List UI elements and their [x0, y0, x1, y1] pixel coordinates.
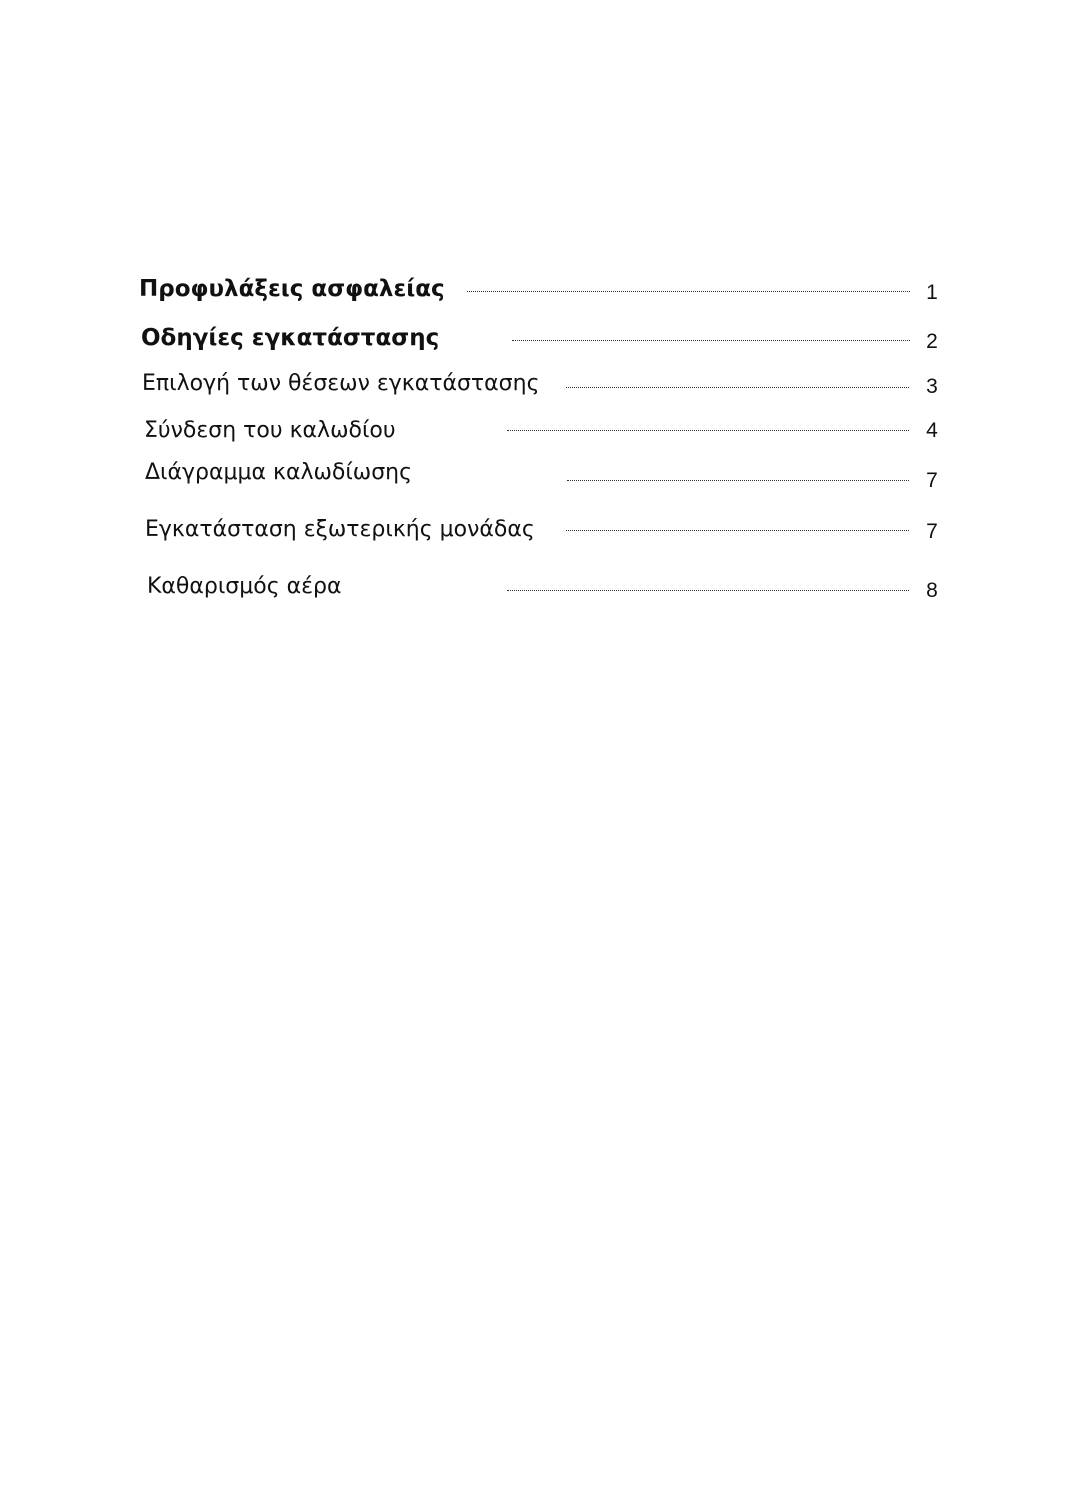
toc-entry-title: Επιλογή των θέσεων εγκατάστασης	[142, 371, 540, 396]
toc-leader	[507, 430, 909, 431]
toc-entry-page: 7	[926, 520, 938, 543]
toc-entry-air-cleaning	[0, 569, 1083, 605]
toc-entry-title: Διάγραμμα καλωδίωσης	[145, 460, 413, 485]
toc-entry-page: 4	[926, 419, 938, 442]
toc-entry-safety	[0, 271, 1083, 307]
toc-entry-page: 8	[926, 579, 938, 602]
toc-entry-installation-instructions	[0, 320, 1083, 356]
toc-entry-title: Εγκατάσταση εξωτερικής μονάδας	[145, 517, 535, 542]
toc-entry-cable-connection	[0, 413, 1083, 449]
toc-leader	[507, 590, 909, 591]
toc-entry-outdoor-unit	[0, 512, 1083, 548]
toc-entry-title: Οδηγίες εγκατάστασης	[141, 325, 440, 351]
toc-leader	[566, 387, 909, 388]
toc-entry-installation-positions	[0, 366, 1083, 402]
toc-entry-page: 7	[926, 469, 938, 492]
toc-entry-page: 1	[926, 281, 938, 304]
toc-leader	[512, 340, 910, 341]
toc-entry-title: Σύνδεση του καλωδίου	[144, 418, 396, 443]
toc-entry-title: Προφυλάξεις ασφαλείας	[139, 276, 445, 302]
toc-entry-page: 3	[926, 375, 938, 398]
toc-entry-title: Καθαρισμός αέρα	[147, 574, 342, 599]
toc-leader	[567, 480, 909, 481]
toc-entry-page: 2	[926, 330, 938, 353]
toc-entry-wiring-diagram	[0, 455, 1083, 491]
toc-leader	[467, 291, 910, 292]
toc-leader	[566, 530, 909, 531]
